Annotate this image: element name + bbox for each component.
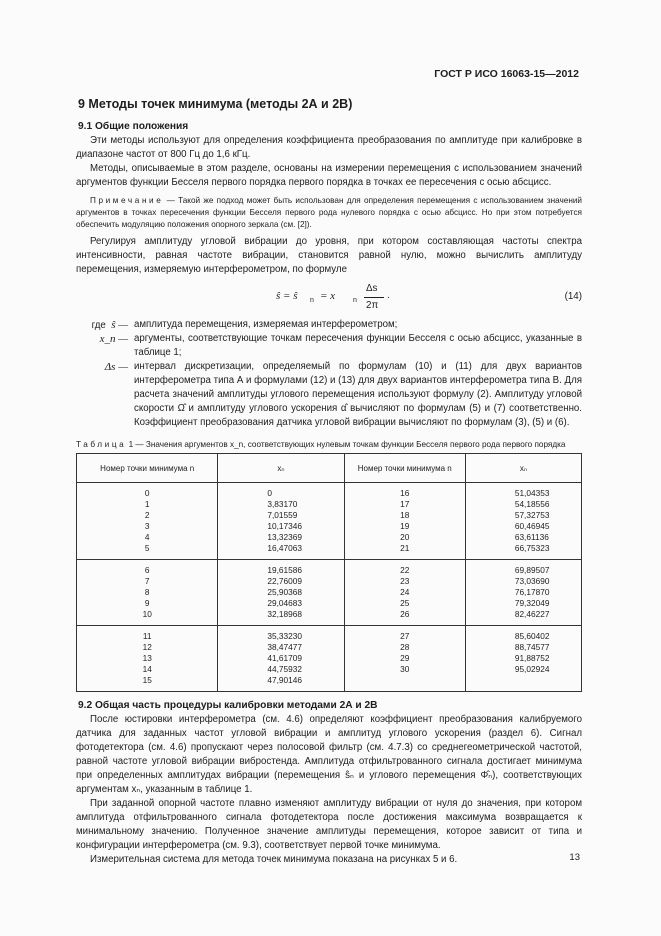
table-cell: 27 [344,626,465,643]
table-cell: 6 [77,560,218,577]
table-cell: 57,32753 [465,510,581,521]
table-cell: 41,61709 [218,653,344,664]
table-cell: 13,32369 [218,532,344,543]
note-label: Примечание [90,196,164,205]
table-cell: 35,33230 [218,626,344,643]
table-cell: 76,17870 [465,587,581,598]
table-row [77,576,582,587]
table-cell: 69,89507 [465,560,581,577]
table-cell: 17 [344,499,465,510]
formula-denominator: 2π [366,300,379,311]
where-symbol: где ŝ — [91,319,128,331]
table-cell: 3 [77,521,218,532]
table-cell: 14 [77,664,218,675]
table-header: xₙ [218,454,344,483]
formula-numerator: Δs [366,283,378,294]
table-cell [344,675,465,692]
where-item: x_n — аргументы, соответствующие точкам пересечения функции Бесселя с осью абсцисс, указанные в таблице 1; [76,332,582,360]
table-cell: 16,47063 [218,543,344,560]
table-row [77,664,582,675]
table-row [77,560,582,577]
table-row [77,653,582,664]
note-text: — Такой же подход может быть использован для определения перемещения с использованием значений аргументов в точках пересечения функции Бесселя первого рода нулевого порядка с осью абсцисс. Но при этом потребуется обеспечить модуляцию положения опорного зеркала (см. [2]). [76,196,582,229]
table-header: Номер точки минимума n [344,454,465,483]
table-cell: 19 [344,521,465,532]
table-cell: 8 [77,587,218,598]
table-cell: 88,74577 [465,642,581,653]
formula-sub: n [353,297,357,304]
table-row [77,483,582,500]
table-cell: 38,47477 [218,642,344,653]
where-symbol: Δs — [104,361,128,373]
table-row [77,587,582,598]
table-cell: 24 [344,587,465,598]
table-caption: Таблица 1 — Значения аргументов x_n, соответствующих нулевым точкам функции Бесселя первого рода первого порядка [76,440,566,449]
table-cell: 0 [77,483,218,500]
table-cell: 30 [344,664,465,675]
content [76,97,582,867]
fraction-bar [364,297,384,298]
table-cell: 7,01559 [218,510,344,521]
table-cell: 44,75932 [218,664,344,675]
table-cell: 29,04683 [218,598,344,609]
table-cell: 12 [77,642,218,653]
table-cell: 3,83170 [218,499,344,510]
table-cell: 15 [77,675,218,692]
where-list [76,318,582,430]
table-cell: 4 [77,532,218,543]
paragraph: После юстировки интерферометра (см. 4.6) определяют коэффициент преобразования калибруемого датчика для заданных частот угловой вибрации и амплитуд углового ускорения (раздел 6). Сигнал фотодетектора (см. 4.6) пропускают через полосовой фильтр (см. 4.7.3) со среднегеометрической частотой, равной частоте угловой вибрации вибростенда. Амплитуда отфильтрованного сигнала достигает минимума при определенных амплитудах вибрации (перемещения ŝₙ и углового перемещения Φ̂ₙ), соответствующих аргументам xₙ, указанным в таблице 1. [76,714,582,795]
subsection-title-9-2: 9.2 Общая часть процедуры калибровки методами 2А и 2В [78,700,378,711]
subsection-title-9-1: 9.1 Общие положения [78,121,189,132]
table-cell: 2 [77,510,218,521]
table-cell: 60,46945 [465,521,581,532]
table-header: xₙ [465,454,581,483]
where-item: где ŝ — амплитуда перемещения, измеряемая интерферометром; [76,318,582,332]
bessel-zeros-table [76,453,582,692]
table-cell: 11 [77,626,218,643]
table-row [77,675,582,692]
table-cell: 28 [344,642,465,653]
table-cell: 25,90368 [218,587,344,598]
table-cell: 82,46227 [465,609,581,626]
table-cell: 23 [344,576,465,587]
table-cell: 10 [77,609,218,626]
table-cell: 7 [77,576,218,587]
table-row [77,626,582,643]
table-cell: 85,60402 [465,626,581,643]
paragraph: Эти методы используют для определения коэффициента преобразования по амплитуде при калибровке в диапазоне частот от 800 Гц до 1,6 кГц. [76,135,582,160]
table-cell: 26 [344,609,465,626]
table-row [77,499,582,510]
table-header: Номер точки минимума n [77,454,218,483]
table-cell [465,675,581,692]
table-cell: 5 [77,543,218,560]
table-cell: 22,76009 [218,576,344,587]
table-cell: 32,18968 [218,609,344,626]
table-cell: 19,61586 [218,560,344,577]
formula-eq: = x [320,290,336,302]
formula-tail: . [387,290,390,301]
table-cell: 54,18556 [465,499,581,510]
paragraph: Измерительная система для метода точек минимума показана на рисунках 5 и 6. [90,854,458,865]
table-cell: 10,17346 [218,521,344,532]
table-cell: 79,32049 [465,598,581,609]
paragraph: Методы, описываемые в этом разделе, основаны на измерении перемещения с использованием значений аргументов функции Бесселя первого порядка первого порядка в точках ее пересечения с осью абсцисс. [76,163,582,188]
section-title: 9 Методы точек минимума (методы 2А и 2В) [78,97,353,111]
table-cell: 29 [344,653,465,664]
formula-body [276,282,416,314]
table-row [77,543,582,560]
table-cell: 0 [218,483,344,500]
table-cell: 95,02924 [465,664,581,675]
table-cell: 21 [344,543,465,560]
formula-lhs: ŝ = ŝ [276,290,298,302]
table-cell: 47,90146 [218,675,344,692]
table-cell: 9 [77,598,218,609]
table-row [77,521,582,532]
table-cell: 91,88752 [465,653,581,664]
table-cell: 20 [344,532,465,543]
table-cell: 51,04353 [465,483,581,500]
where-item: Δs — интервал дискретизации, определяемый по формулам (10) и (11) для двух вариантов интерферометра типа А и формулами (12) и (13) для двух вариантов интерферометра типа В. Для расчета значений амплитуды углового перемещения используют формулу (2). Амплитуду угловой скорости Ω̂ и амплитуду углового ускорения α̂ вычисляют по формулам (5) и (7) соответственно. Коэффициент преобразования датчика угловой вибрации вычисляют по формулам (3), (5) и (6). [76,360,582,430]
table-row [77,609,582,626]
table-cell: 16 [344,483,465,500]
table-row [77,510,582,521]
table-cell: 66,75323 [465,543,581,560]
paragraph: При заданной опорной частоте плавно изменяют амплитуду вибрации от нуля до значения, при котором амплитуда отфильтрованного сигнала фотодетектора после достижения максимума возвращается к минимальному значению. Полученное значение амплитуды перемещения, которое зависит от типа и конфигурации интерферометра (см. 9.3), соответствует первой точке минимума. [76,798,582,851]
table-row [77,532,582,543]
table-cell: 22 [344,560,465,577]
paragraph: Регулируя амплитуду угловой вибрации до уровня, при котором составляющая частоты спектра интенсивности, равная частоте вибрации, становится равной нулю, можно вычислить амплитуду перемещения, измеряемую интерферометром, по формуле [76,236,582,275]
table-cell: 73,03690 [465,576,581,587]
table-row [77,642,582,653]
table-cell: 13 [77,653,218,664]
table-cell: 63,61136 [465,532,581,543]
table-cell: 25 [344,598,465,609]
table-cell: 18 [344,510,465,521]
table-cell: 1 [77,499,218,510]
page-number: 13 [569,852,580,863]
table-body [77,483,582,692]
formula-14 [76,282,582,314]
where-symbol: x_n — [99,333,128,345]
table-row [77,598,582,609]
note [76,195,582,231]
formula-number: (14) [564,291,582,302]
formula-sub: n [310,297,314,304]
standard-header: ГОСТ Р ИСО 16063-15—2012 [434,68,579,80]
